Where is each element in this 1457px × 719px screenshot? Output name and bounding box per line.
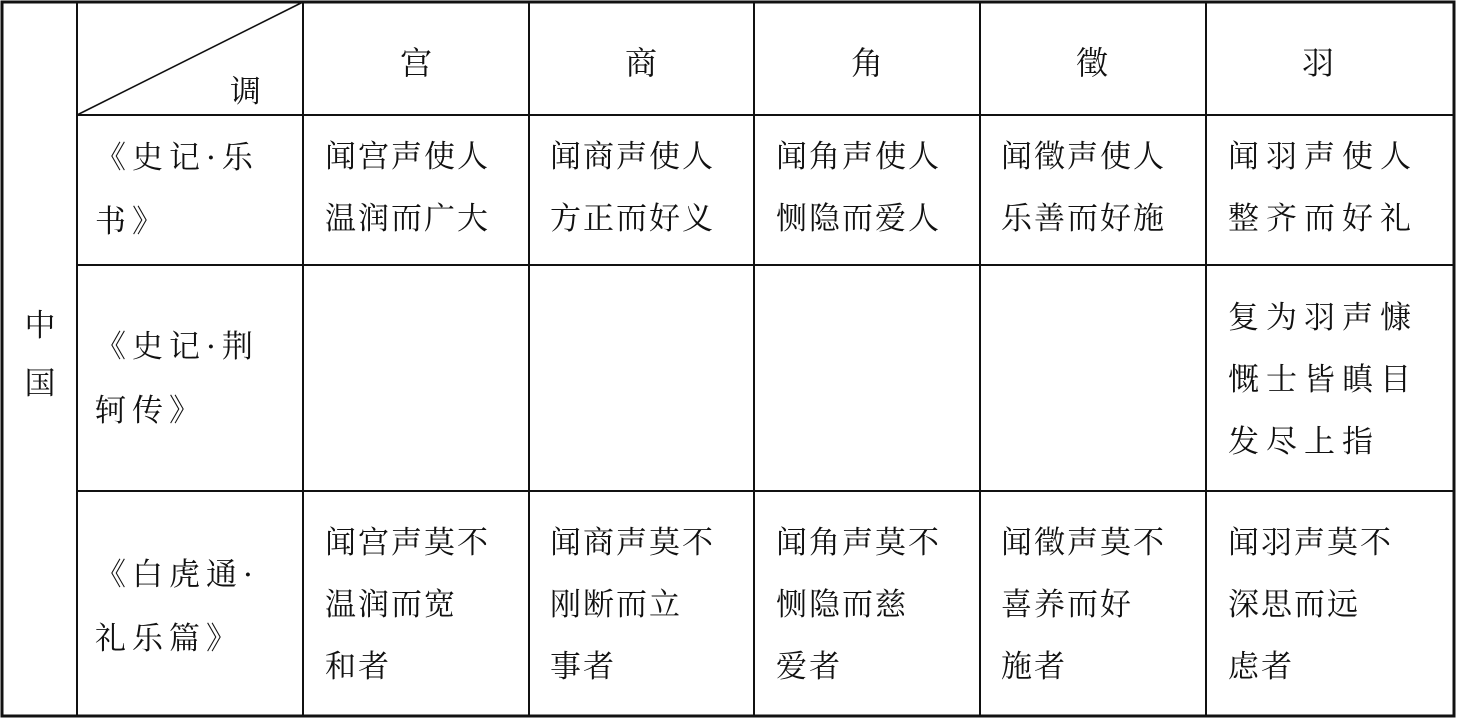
region-label-char: 中 [24,308,56,344]
table-cell: 闻商声使人 方正而好义 [550,139,715,237]
table-cell: 闻徵声使人 乐善而好施 [1001,139,1166,237]
header-gong: 宫 [399,44,432,82]
source-shiji-jingke: 《史记·荆 轲传》 [95,329,259,429]
header-shang: 商 [624,44,657,82]
corner-label: 调 [230,74,261,110]
header-jue: 角 [850,44,883,82]
table-cell: 闻羽声使人 整齐而好礼 [1228,139,1418,237]
region-label [20,297,60,413]
table-cell: 闻宫声莫不 温润而宽 和者 [325,525,490,685]
corner-diagonal [77,2,303,115]
header-zhi: 徵 [1075,44,1108,82]
header-yu: 羽 [1301,44,1334,82]
table-cell: 闻角声莫不 恻隐而慈 爱者 [776,525,941,685]
source-shiji-yueshu: 《史记·乐 书》 [95,140,259,240]
table-cell: 闻角声使人 恻隐而爱人 [776,139,941,237]
table-cell: 闻羽声莫不 深思而远 虑者 [1228,525,1393,685]
table-cell: 闻商声莫不 刚断而立 事者 [550,525,715,685]
region-label-char: 国 [24,366,56,402]
table-cell: 复为羽声慷 慨士皆瞋目 发尽上指 [1228,300,1418,460]
table-cell: 闻徵声莫不 喜养而好 施者 [1001,525,1166,685]
source-baihutong: 《白虎通· 礼乐篇》 [95,557,259,657]
table-cell: 闻宫声使人 温润而广大 [325,139,490,237]
